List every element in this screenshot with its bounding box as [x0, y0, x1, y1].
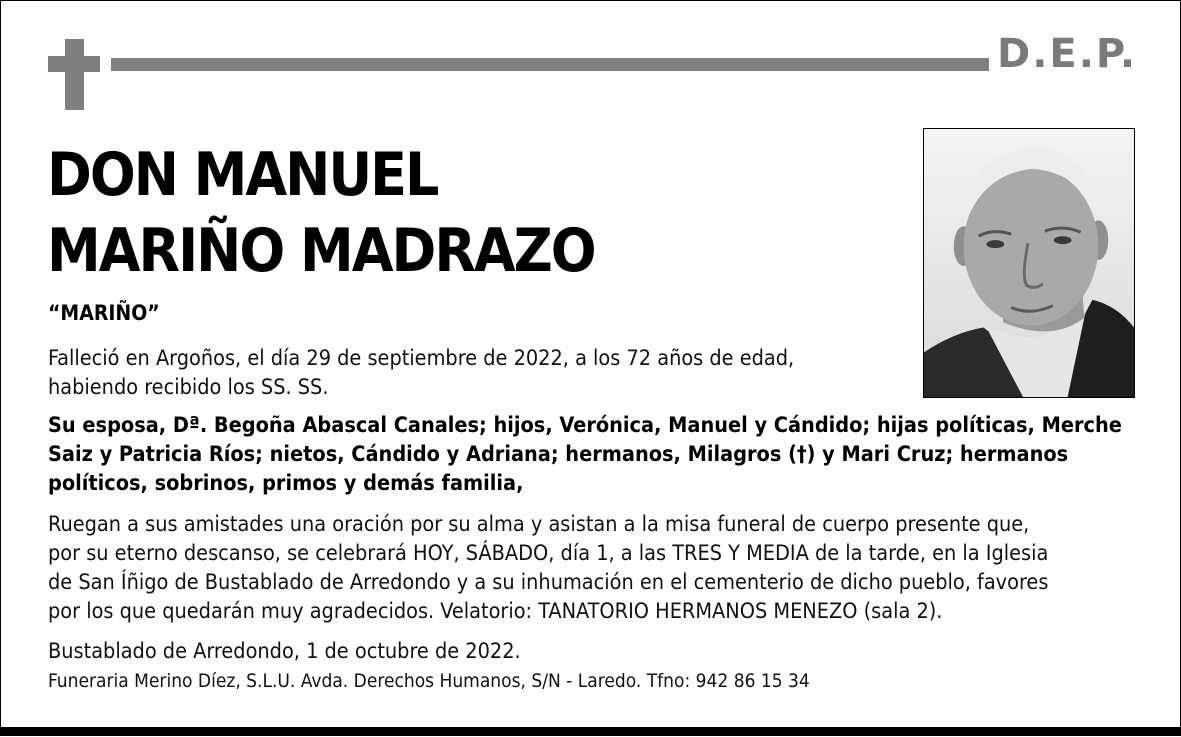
portrait-illustration: [924, 129, 1134, 397]
place-date: Bustablado de Arredondo, 1 de octubre de 2022.: [48, 639, 521, 664]
name-line-1: DON MANUEL: [47, 140, 438, 210]
death-details: [48, 344, 794, 402]
prayer-line-3: de San Íñigo de Bustablado de Arredondo y a su inhumación en el cementerio de dicho pueblo, favores: [48, 570, 1049, 595]
prayer-request: [48, 510, 1143, 626]
portrait-photo: [923, 128, 1135, 398]
deceased-name: [47, 137, 595, 289]
death-line-1: Falleció en Argoños, el día 29 de septiembre de 2022, a los 72 años de edad,: [48, 346, 795, 371]
family-line-2: Saiz y Patricia Ríos; nietos, Cándido y Adriana; hermanos, Milagros (†) y Mari Cruz; hermanos: [48, 442, 1069, 467]
prayer-line-4: por los que quedarán muy agradecidos. Velatorio: TANATORIO HERMANOS MENEZO (sala 2).: [48, 599, 943, 624]
family-line-1: Su esposa, Dª. Begoña Abascal Canales; hijos, Verónica, Manuel y Cándido; hijas políticas, Merche: [48, 413, 1122, 438]
prayer-line-1: Ruegan a sus amistades una oración por su alma y asistan a la misa funeral de cuerpo presente que,: [48, 512, 1030, 537]
family-list: [48, 411, 1138, 498]
family-line-3: políticos, sobrinos, primos y demás familia,: [48, 471, 524, 496]
death-line-2: habiendo recibido los SS. SS.: [48, 375, 329, 400]
cross-icon: [48, 39, 100, 110]
header-rule: [111, 58, 989, 71]
prayer-line-2: por su eterno descanso, se celebrará HOY, SÁBADO, día 1, a las TRES Y MEDIA de la tarde, en la Iglesia: [48, 541, 1049, 566]
dep-label: D.E.P.: [997, 31, 1138, 77]
name-line-2: MARIÑO MADRAZO: [47, 216, 595, 286]
footer-rule: [1, 727, 1180, 736]
funeral-home-info: Funeraria Merino Díez, S.L.U. Avda. Derechos Humanos, S/N - Laredo. Tfno: 942 86 15 34: [48, 670, 810, 692]
nickname: “MARIÑO”: [48, 301, 160, 325]
